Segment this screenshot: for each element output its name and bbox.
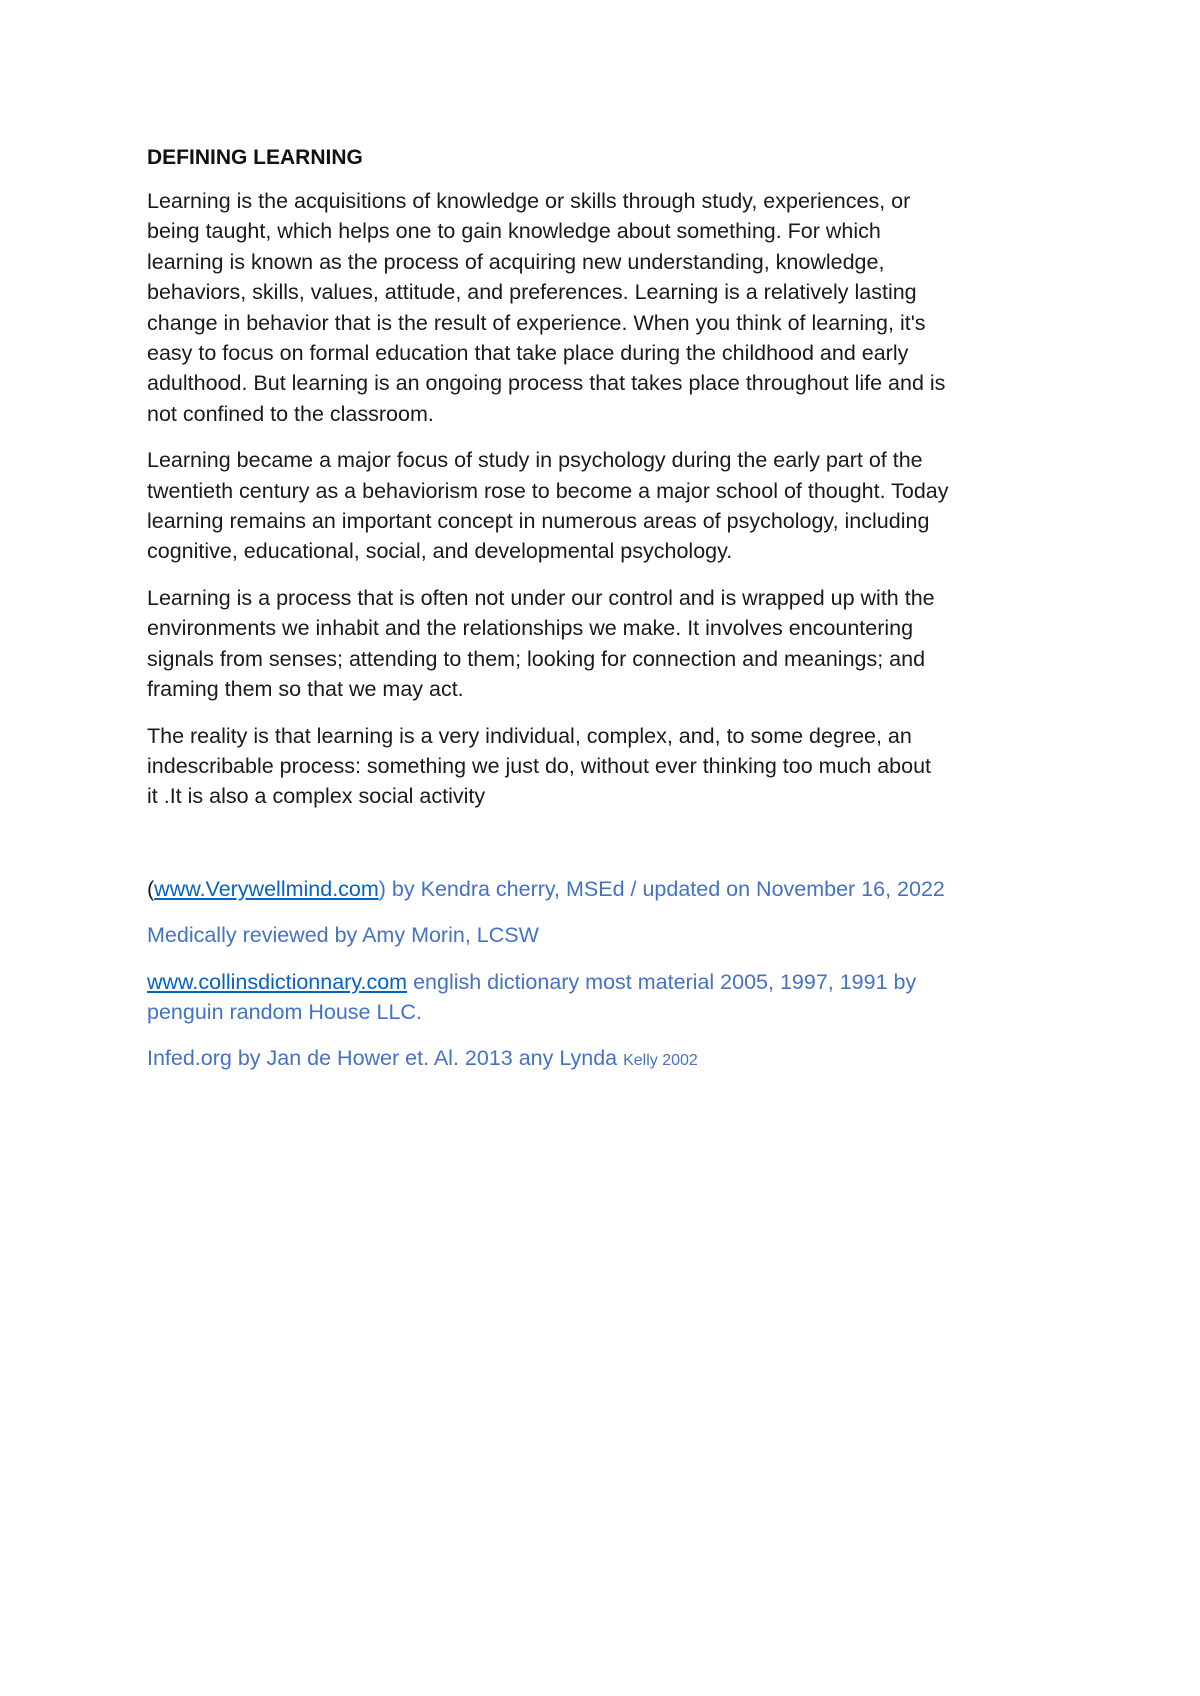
reference-text: english dictionary most material 2005, 1997, 1991 by — [407, 969, 917, 994]
paragraph-line: not confined to the classroom. — [147, 401, 434, 426]
paragraph-line: easy to focus on formal education that take place during the childhood and early — [147, 341, 909, 366]
paragraph-process — [147, 583, 1077, 705]
reference-infed — [147, 1043, 1077, 1076]
paragraph-line: learning is known as the process of acquiring new understanding, knowledge, — [147, 249, 885, 274]
open-paren: ( — [147, 876, 155, 901]
paragraph-line: adulthood. But learning is an ongoing process that takes place throughout life and is — [147, 371, 946, 396]
document-heading: DEFINING LEARNING — [147, 146, 363, 169]
reference-small-text: Kelly 2002 — [623, 1052, 698, 1070]
reference-verywellmind — [147, 874, 1077, 904]
paragraph-line: twentieth century as a behaviorism rose to become a major school of thought. Today — [147, 478, 949, 503]
paragraph-line: change in behavior that is the result of experience. When you think of learning, it's — [147, 310, 926, 335]
paragraph-line: The reality is that learning is a very individual, complex, and, to some degree, an — [147, 723, 912, 748]
paragraph-line: environments we inhabit and the relationships we make. It involves encountering — [147, 616, 914, 641]
paragraph-line: indescribable process: something we just do, without ever thinking too much about — [147, 753, 931, 778]
reference-line — [147, 967, 1077, 997]
reference-line — [147, 1043, 1077, 1076]
reference-text: Infed.org by Jan de Hower et. Al. 2013 any Lynda — [147, 1046, 624, 1071]
paragraph-reality — [147, 721, 1077, 812]
reference-medical-review — [147, 920, 1077, 950]
paragraph-line: framing them so that we may act. — [147, 677, 464, 702]
paragraph-line: being taught, which helps one to gain knowledge about something. For which — [147, 219, 881, 244]
paragraph-line: cognitive, educational, social, and developmental psychology. — [147, 539, 733, 564]
references-section — [147, 874, 1077, 1077]
document-body — [147, 143, 1077, 1093]
reference-line: Medically reviewed by Amy Morin, LCSW — [147, 923, 539, 948]
collins-link[interactable]: www.collinsdictionnary.com — [147, 969, 408, 994]
paragraph-line: Learning is a process that is often not under our control and is wrapped up with the — [147, 585, 935, 610]
verywellmind-link[interactable]: www.Verywellmind.com — [154, 876, 379, 901]
paragraph-line: signals from senses; attending to them; looking for connection and meanings; and — [147, 646, 926, 671]
paragraph-psychology-focus — [147, 445, 1077, 567]
paragraph-line: Learning became a major focus of study in psychology during the early part of the — [147, 448, 923, 473]
reference-text: ) by Kendra cherry, MSEd / updated on November 16, 2022 — [378, 876, 945, 901]
reference-line — [147, 874, 1077, 904]
paragraph-line: it .It is also a complex social activity — [147, 784, 486, 809]
paragraph-definition — [147, 186, 1077, 429]
reference-line: penguin random House LLC. — [147, 999, 422, 1024]
paragraph-line: behaviors, skills, values, attitude, and preferences. Learning is a relatively lasting — [147, 280, 917, 305]
paragraph-line: Learning is the acquisitions of knowledge or skills through study, experiences, or — [147, 189, 911, 213]
reference-collins — [147, 967, 1077, 1028]
paragraph-line: learning remains an important concept in numerous areas of psychology, including — [147, 509, 930, 534]
